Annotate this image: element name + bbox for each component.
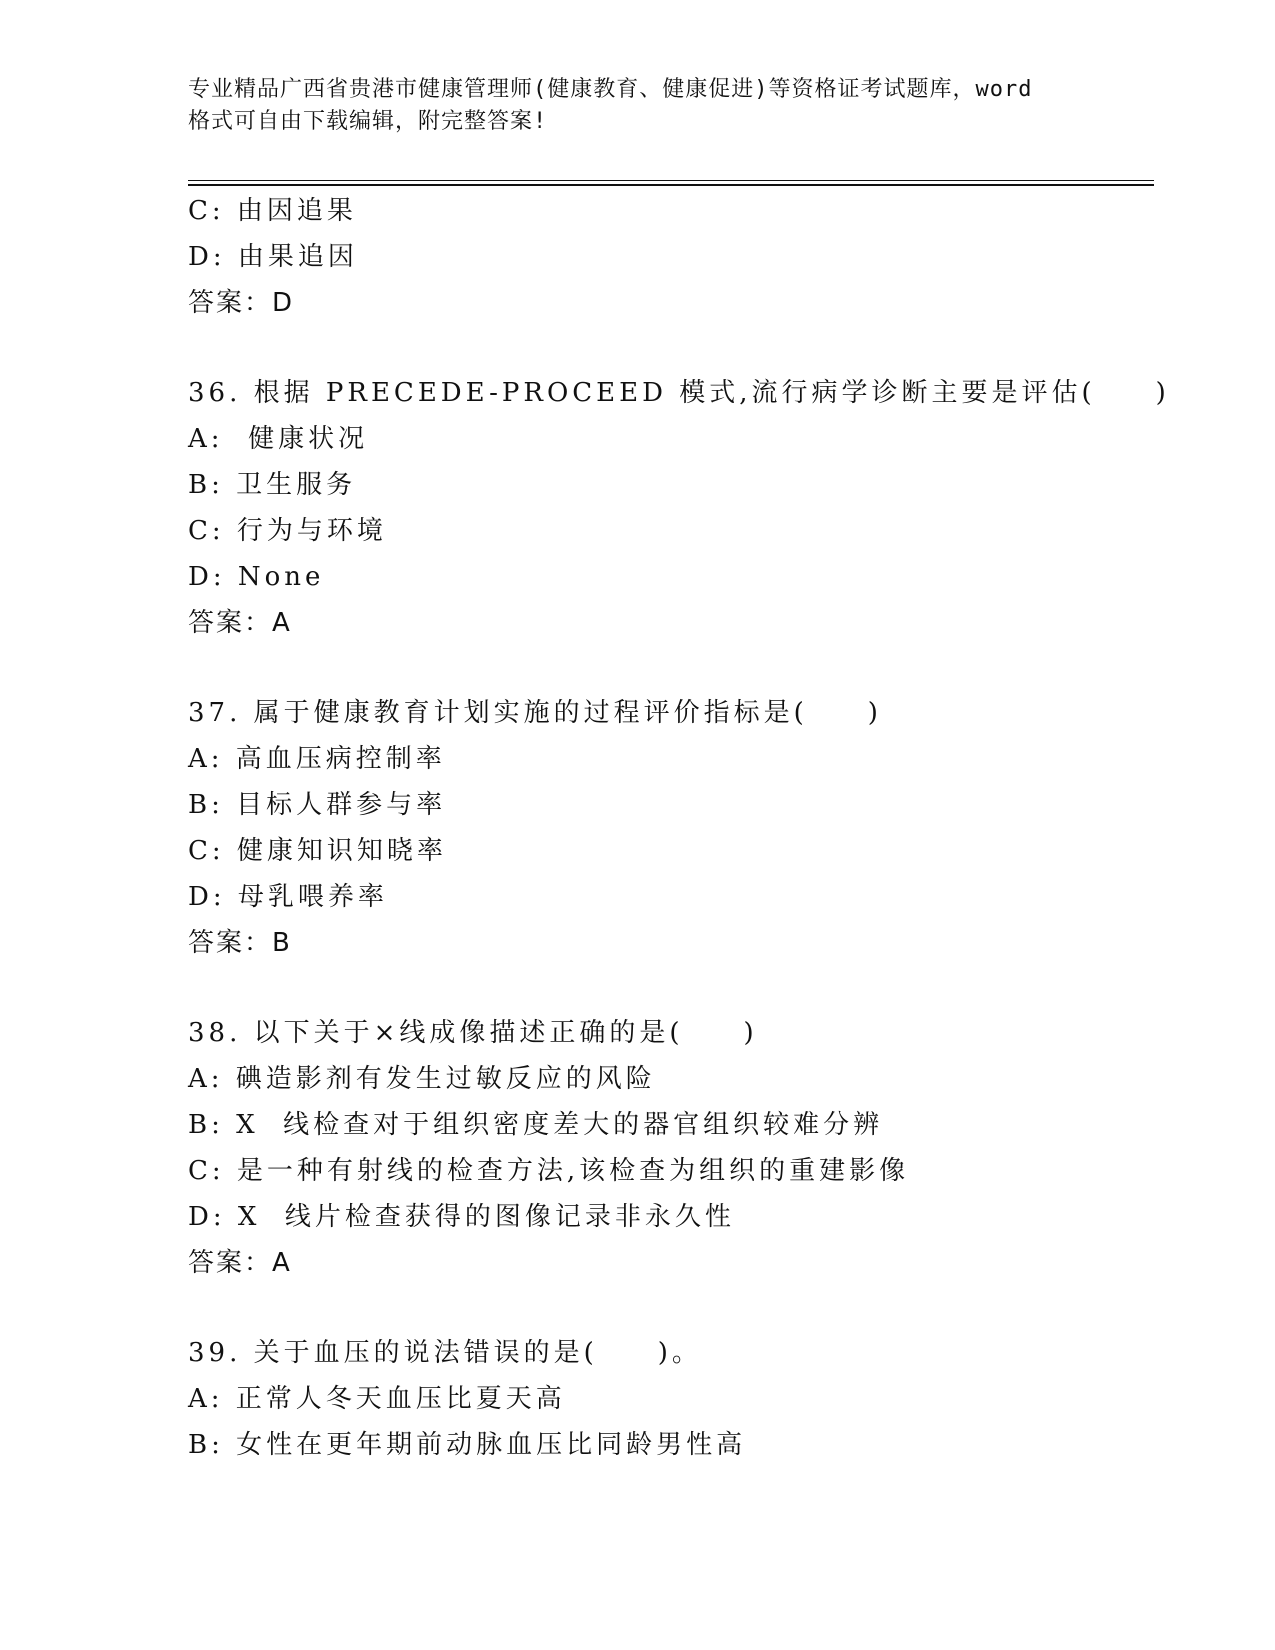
question-stem: 38. 以下关于×线成像描述正确的是( ) <box>188 1018 758 1048</box>
question-stem: 39. 关于血压的说法错误的是( )。 <box>188 1338 702 1368</box>
option-d: D: 母乳喂养率 <box>188 882 388 912</box>
option-a: A: 高血压病控制率 <box>188 744 446 774</box>
question-38 <box>188 1010 1148 1286</box>
option-d: D: 由果追因 <box>188 242 358 272</box>
question-list <box>188 188 1170 1468</box>
header-divider-thick <box>188 184 1154 186</box>
option-c: C: 健康知识知晓率 <box>188 836 447 866</box>
question-39 <box>188 1330 1148 1468</box>
option-a: A: 碘造影剂有发生过敏反应的风险 <box>188 1064 656 1094</box>
header-line-1: 专业精品广西省贵港市健康管理师(健康教育、健康促进)等资格证考试题库，word <box>188 77 1033 102</box>
option-b: B: 卫生服务 <box>188 470 357 500</box>
option-b: B: 目标人群参与率 <box>188 790 447 820</box>
option-a: A: 正常人冬天血压比夏天高 <box>188 1384 566 1414</box>
answer: 答案：B <box>188 928 292 958</box>
previous-question-tail <box>188 188 1148 326</box>
question-stem: 37. 属于健康教育计划实施的过程评价指标是( ) <box>188 698 882 728</box>
option-c: C: 由因追果 <box>188 196 357 226</box>
header-divider-thin <box>188 180 1154 181</box>
answer: 答案：A <box>188 1248 292 1278</box>
option-b: B: 女性在更年期前动脉血压比同龄男性高 <box>188 1430 747 1460</box>
option-d: D: X 线片检查获得的图像记录非永久性 <box>188 1202 735 1232</box>
option-d: D: None <box>188 562 325 592</box>
option-c: C: 行为与环境 <box>188 516 387 546</box>
question-37 <box>188 690 1148 966</box>
option-a: A: 健康状况 <box>188 424 369 454</box>
question-stem: 36. 根据 PRECEDE-PROCEED 模式,流行病学诊断主要是评估( ) <box>188 378 1170 408</box>
document-header <box>188 74 1088 138</box>
option-b: B: X 线检查对于组织密度差大的器官组织较难分辨 <box>188 1110 884 1140</box>
option-c: C: 是一种有射线的检查方法,该检查为组织的重建影像 <box>188 1156 910 1186</box>
question-36 <box>188 370 1170 646</box>
answer: 答案：D <box>188 288 295 318</box>
header-line-2: 格式可自由下载编辑，附完整答案! <box>188 109 548 134</box>
answer: 答案：A <box>188 608 292 638</box>
